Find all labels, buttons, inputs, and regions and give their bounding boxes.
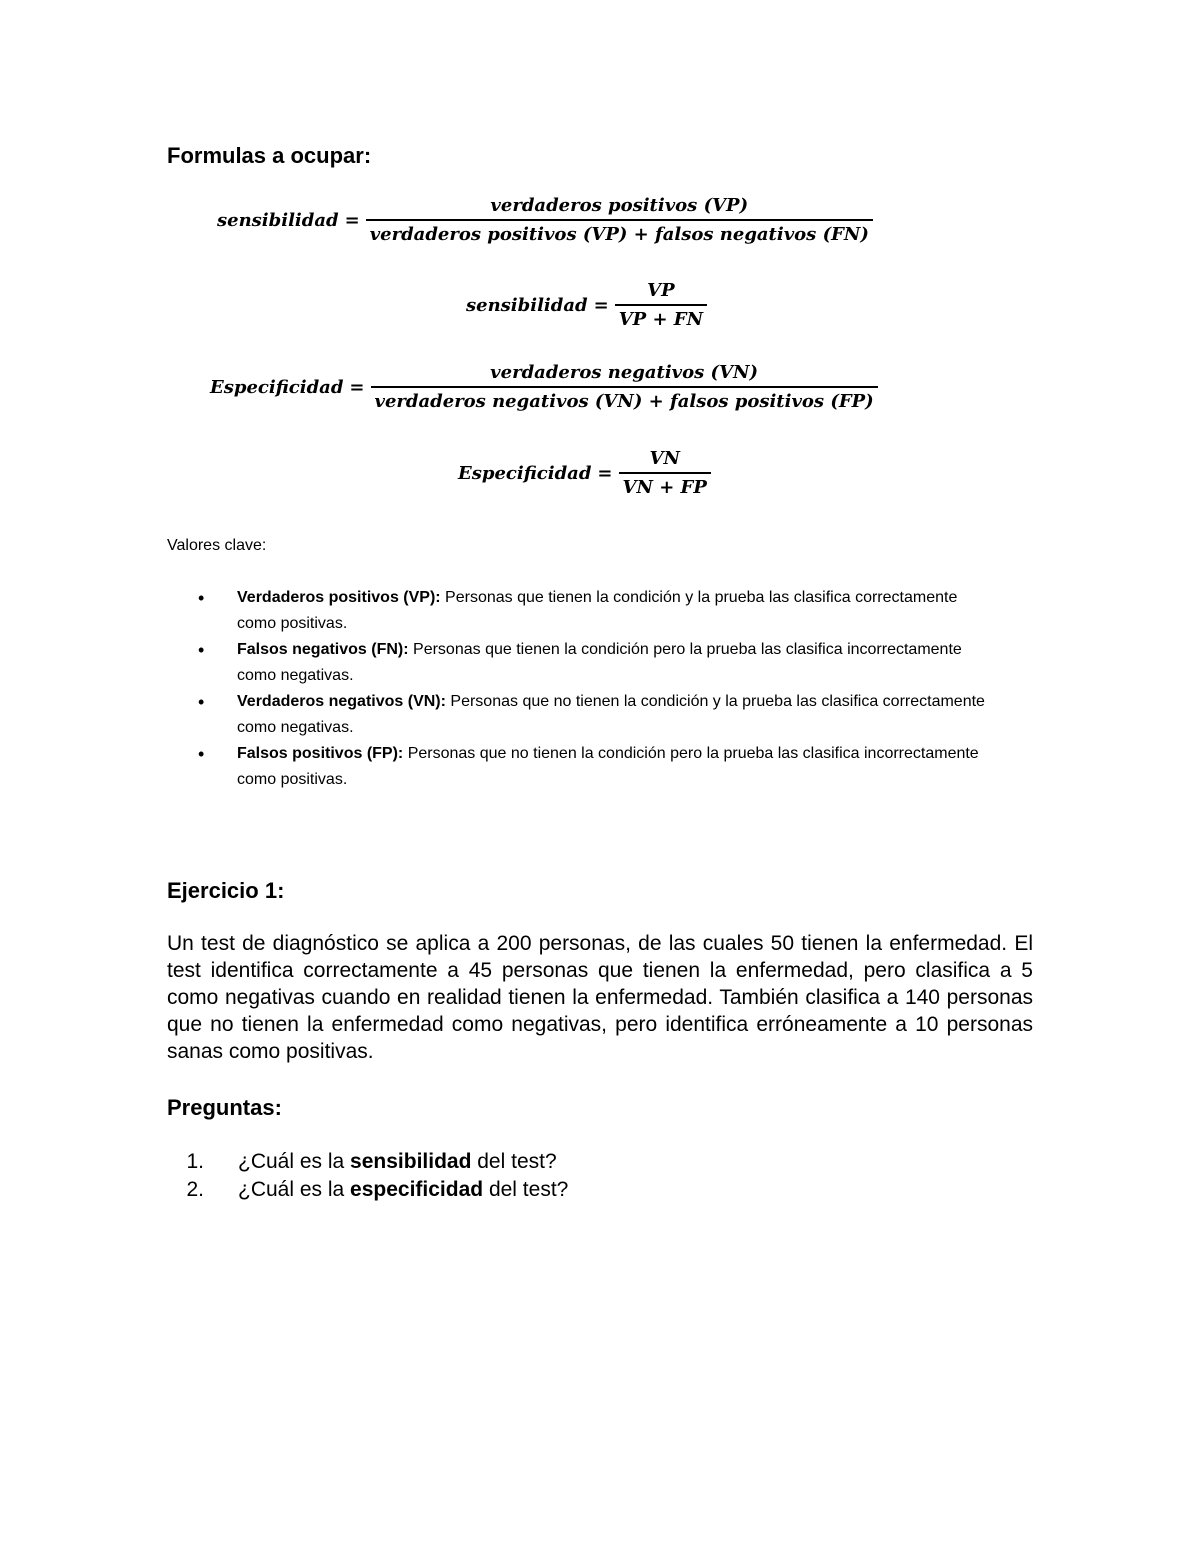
fraction-numerator: VP (647, 280, 675, 301)
question-text-end: del test? (471, 1150, 557, 1173)
term-label: Verdaderos positivos (VP): (237, 589, 441, 606)
preguntas-heading: Preguntas: (167, 1095, 282, 1120)
list-item (196, 637, 996, 689)
fraction (371, 362, 878, 412)
equation-lhs: sensibilidad (217, 209, 339, 231)
fraction (615, 280, 707, 330)
equation-especificidad-full (210, 362, 878, 412)
equation-sensibilidad-full (217, 195, 873, 245)
term-label: Falsos positivos (FP): (237, 745, 404, 762)
term-label: Falsos negativos (FN): (237, 641, 409, 658)
equation-lhs: sensibilidad (466, 294, 588, 316)
question-keyword: especificidad (350, 1178, 484, 1201)
fraction (619, 448, 711, 498)
term-description: Personas que no tienen la condición pero la prueba las clasifica incorrectamente como positivas. (237, 745, 979, 788)
question-number: 1. (186, 1150, 204, 1173)
fraction-denominator: verdaderos positivos (VP) + falsos negativos (FN) (366, 219, 873, 245)
fraction-denominator: VN + FP (619, 472, 711, 498)
equals-sign: = (597, 462, 613, 484)
list-item (196, 585, 996, 637)
fraction-numerator: verdaderos positivos (VP) (490, 195, 749, 216)
question-item (167, 1148, 568, 1176)
term-label: Verdaderos negativos (VN): (237, 693, 446, 710)
fraction-denominator: verdaderos negativos (VN) + falsos positivos (FP) (371, 386, 878, 412)
question-keyword: sensibilidad (350, 1150, 472, 1173)
equation-lhs: Especificidad (210, 376, 344, 398)
equation-lhs: Especificidad (458, 462, 592, 484)
question-text-start: ¿Cuál es la (238, 1178, 351, 1201)
valores-clave-title: Valores clave: (167, 537, 267, 554)
equals-sign: = (593, 294, 609, 316)
equation-especificidad-short (458, 448, 711, 498)
question-number: 2. (186, 1178, 204, 1201)
question-item (167, 1176, 568, 1204)
valores-clave-list (196, 585, 996, 793)
ejercicio-paragraph: Un test de diagnóstico se aplica a 200 personas, de las cuales 50 tienen la enfermedad. El test identifica correctamente a 45 personas que tienen la enfermedad, pero clasifica a 5 como negativas cuando en realidad tienen la enfermedad. También clasifica a 140 personas que no tienen la enfermedad como negativas, pero identifica erróneamente a 10 personas sanas como positivas. (167, 932, 1033, 1063)
preguntas-list (167, 1148, 568, 1204)
term-description: Personas que tienen la condición y la prueba las clasifica correctamente como positivas. (237, 589, 958, 632)
ejercicio-heading: Ejercicio 1: (167, 878, 285, 903)
question-text-end: del test? (483, 1178, 569, 1201)
fraction-denominator: VP + FN (615, 304, 707, 330)
term-description: Personas que no tienen la condición y la prueba las clasifica correctamente como negativas. (237, 693, 985, 736)
question-text (238, 1148, 557, 1176)
fraction-numerator: VN (649, 448, 680, 469)
list-item (196, 689, 996, 741)
equation-sensibilidad-short (466, 280, 707, 330)
formulas-heading: Formulas a ocupar: (167, 143, 372, 168)
fraction (366, 195, 873, 245)
fraction-numerator: verdaderos negativos (VN) (490, 362, 759, 383)
equals-sign: = (344, 209, 360, 231)
equals-sign: = (349, 376, 365, 398)
term-description: Personas que tienen la condición pero la prueba las clasifica incorrectamente como negativas. (237, 641, 962, 684)
question-text (238, 1176, 568, 1204)
list-item (196, 741, 996, 793)
question-text-start: ¿Cuál es la (238, 1150, 351, 1173)
